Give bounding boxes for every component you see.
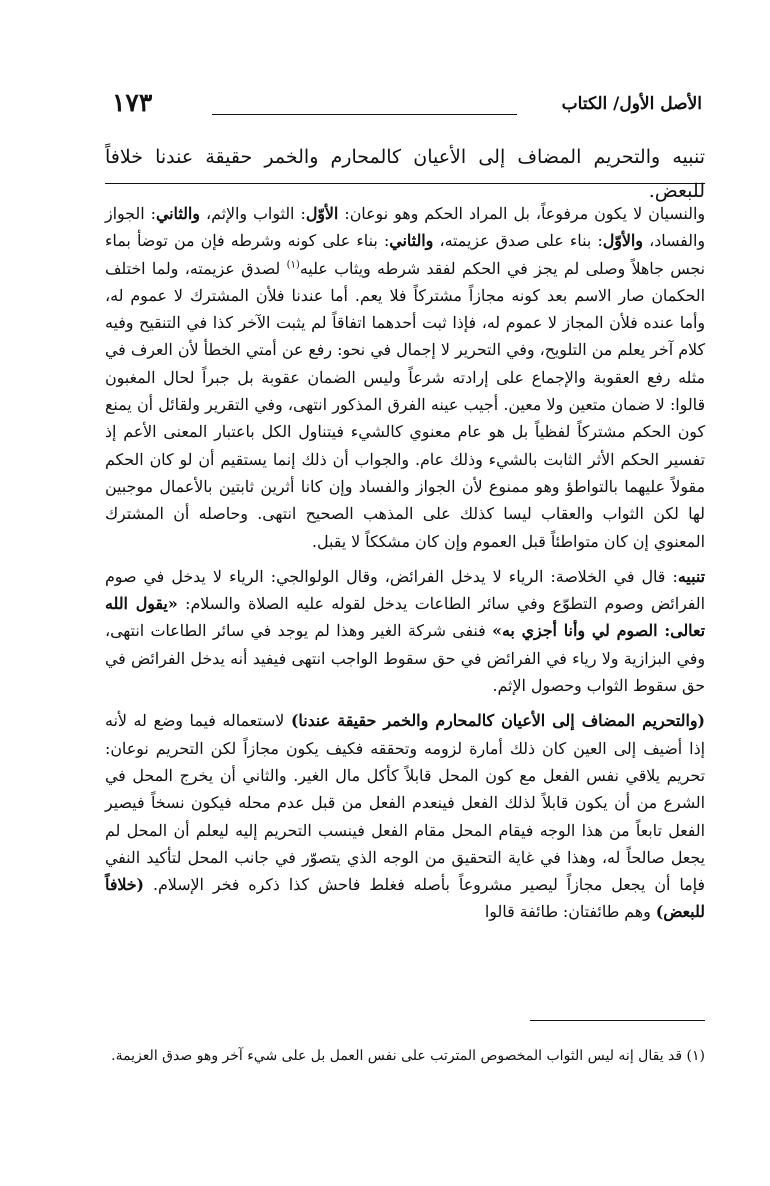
note-heading: تنبيه <box>677 566 705 586</box>
hadith-quote: «يقول الله تعالى: الصوم لي وأنا أجزي به» <box>105 594 705 641</box>
text-run: لاستعماله فيما وضع له لأنه إذا أضيف إلى العين كان ذلك أمارة لزومه وتحققه فكيف يكون مجازاً لكن التحريم نوعان: تحريم يلاقي نفس الفعل مع كون المحل قابلاً كأكل مال الغير. والثاني أن يخرج المحل في الشرع من أن يكون قابلاً لذلك الفعل فينعدم الفعل من قبل عدم محله فيكون نسخاً فيصير الفعل تابعاً من هذا الوجه فيقام المحل مقام الفعل فينسب التحريم إليه ليعلم أن المحل لم يجعل صالحاً له، وهذا في غاية التحقيق من الوجه الذي يتصوّر في جانب المحل لتأكيد النفي فإما أن يجعل مجازاً ليصير مشروعاً بأصله فغلط فاحش كذا ذكره فخر الإسلام. <box>105 711 705 895</box>
text-run: : بناء على كونه وشرطه فإن من توضأ بماء نجس جاهلاً وصلى لم يجز في الحكم لفقد شرطه ويثاب عليه <box>105 231 705 278</box>
page-number: ١٧٣ <box>112 88 153 117</box>
footnote-number: (١) <box>686 1048 705 1064</box>
text-run: : الجواز والفساد، <box>105 204 705 251</box>
footnote <box>105 1044 705 1068</box>
footnote-rule <box>530 1020 705 1021</box>
text-run: : الثواب والإثم، <box>199 204 306 223</box>
commentary-paragraph-2 <box>105 563 705 699</box>
main-text: تنبيه والتحريم المضاف إلى الأعيان كالمحارم والخمر حقيقة عندنا خلافاً للبعض. <box>105 146 705 202</box>
text-run: : قال في الخلاصة: الرياء لا يدخل الفرائض، وقال الولوالجي: الرياء لا يدخل في صوم الفرائض وصوم التطوّع وفي سائر الطاعات يدخل لقوله عليه الصلاة والسلام: <box>105 566 705 614</box>
footnote-text: قد يقال إنه ليس الثواب المخصوص المترتب على نفس العمل بل على شيء آخر وهو صدق العزيمة. <box>111 1048 687 1064</box>
commentary-paragraph-3 <box>105 707 705 925</box>
header-rule <box>212 114 517 115</box>
text-run: : بناء على صدق عزيمته، <box>433 231 603 251</box>
matn-quote-2: (خلافاً للبعض) <box>105 875 705 922</box>
running-title: الأصل الأول/ الكتاب <box>561 94 702 114</box>
footnote-reference[interactable]: (١) <box>286 259 300 271</box>
text-run: وهم طائفتان: طائفة قالوا <box>484 902 656 922</box>
commentary-paragraph-1 <box>105 200 705 555</box>
text-separator <box>105 183 705 184</box>
commentary <box>105 200 705 926</box>
keyword-first-2: والأوّل <box>602 231 643 251</box>
keyword-first: الأوّل <box>305 204 339 223</box>
keyword-second-2: والثاني <box>389 231 434 251</box>
text-run: لصدق عزيمته، ولما اختلف الحكمان صار الاسم بعد كونه مجازاً مشتركاً فلا يعم. أما عندنا فلأن المشترك لا عموم له، وأما عنده فلأن المجاز لا عموم له، فإذا ثبت أحدهما اتفاقاً لم يثبت الآخر كذا في التنقيح وفيه كلام آخر يعلم من التلويح، وفي التحرير لا إجمال في نحو: رفع عن أمتي الخطأ لأن العرف في مثله رفع العقوبة والإجماع على إرادته شرعاً وليس الضمان عقوبة بل جبراً لحال المغبون قالوا: لا ضمان متعين ولا معين. أجيب عينه الفرق المذكور انتهى، وفي التقرير ولقائل أن يمنع كون الحكم مشتركاً لفظياً بل هو عام معنوي كالشيء فيتناول الكل باعتبار المعنى الأعم إذ تفسير الحكم الأثر الثابت بالشيء وذلك عام. والجواب أن ذلك إنما يستقيم أن لو كان الحكم مقولاً عليهما بالتواطؤ وهو ممنوع لأن الجواز والفساد وإن كانا أثرين ثابتين بالأعمال موجبين لها لكن الثواب والعقاب ليسا كذلك على المذهب الصحيح انتهى. وحاصله أن المشترك المعنوي إن كان متواطئاً قبل العموم وإن كان مشككاً لا يقبل. <box>105 258 705 551</box>
running-header <box>112 86 702 126</box>
matn-quote-1: (والتحريم المضاف إلى الأعيان كالمحارم والخمر حقيقة عندنا) <box>290 711 705 731</box>
keyword-second: والثاني <box>155 204 200 223</box>
text-run: والنسيان لا يكون مرفوعاً، بل المراد الحكم وهو نوعان: <box>338 204 706 223</box>
text-run: فنفى شركة الغير وهذا لم يوجد في سائر الطاعات انتهى، وفي البزازية ولا رياء في الفرائض في حق سقوط الواجب انتهى فيفيد أنه يدخل الفرائض في حق سقوط الثواب وحصول الإثم. <box>105 621 705 696</box>
